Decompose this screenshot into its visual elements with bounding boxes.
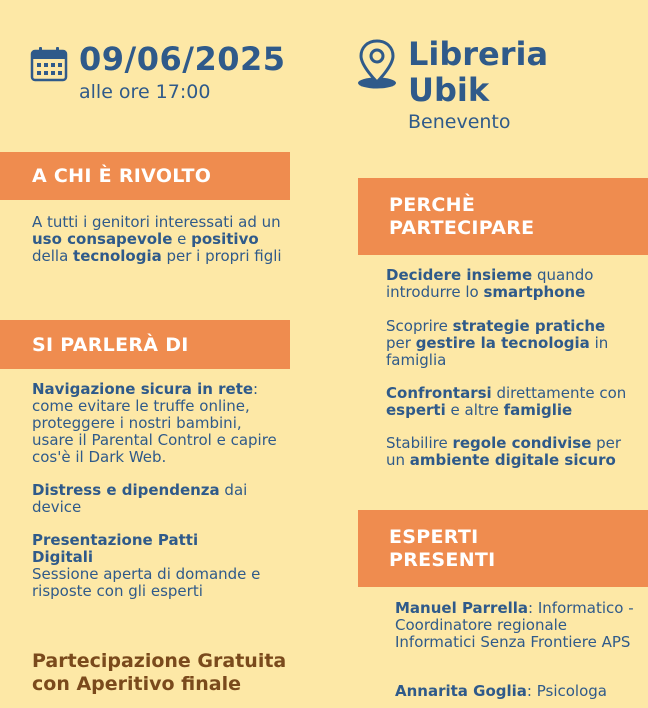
why-item xyxy=(386,267,632,301)
topic-item-desc: dai device xyxy=(32,481,248,516)
expert-role: : Psicologa xyxy=(526,682,607,700)
free-participation-line-2: con Aperitivo finale xyxy=(32,673,242,695)
why-text: per xyxy=(386,334,416,352)
audience-text-part: della xyxy=(32,247,74,265)
free-participation-note xyxy=(32,650,286,696)
why-bold: ambiente digitale sicuro xyxy=(409,451,616,469)
audience-title: A CHI È RIVOLTO xyxy=(32,165,212,187)
why-bold: famiglie xyxy=(503,401,573,419)
why-bold: smartphone xyxy=(483,283,586,301)
why-item xyxy=(386,318,632,369)
venue-name xyxy=(408,36,548,108)
why-bold: regole condivise xyxy=(452,434,592,452)
venue-line-2: Ubik xyxy=(408,71,490,109)
location-pin-icon xyxy=(356,38,398,90)
topics-title: SI PARLERÀ DI xyxy=(32,333,189,356)
why-item xyxy=(386,435,632,469)
why-text: e altre xyxy=(445,401,504,419)
event-date: 09/06/2025 xyxy=(79,40,286,78)
topic-item xyxy=(32,381,282,466)
why-title-line-1: PERCHÈ xyxy=(389,193,476,216)
audience-text-bold: uso consapevole xyxy=(32,230,173,248)
why-bold: strategie pratiche xyxy=(452,317,606,335)
expert-role: : Informatico - Coordinatore regionale Informatici Senza Frontiere APS xyxy=(395,599,634,651)
expert-name: Manuel Parrella xyxy=(395,599,529,617)
why-text: direttamente con xyxy=(491,384,627,402)
topic-item-desc: : come evitare le truffe online, proteggere i nostri bambini, usare il Parental Control e capire cos'è il Dark Web. xyxy=(32,380,277,466)
calendar-icon xyxy=(30,46,68,82)
why-text: Stabilire xyxy=(386,434,453,452)
why-text: in famiglia xyxy=(386,334,609,369)
audience-text-part: per i propri figli xyxy=(161,247,282,265)
venue-line-1: Libreria xyxy=(408,35,549,73)
topic-item xyxy=(32,482,282,516)
experts-title-line-2: PRESENTI xyxy=(389,548,496,571)
audience-text-part: e xyxy=(172,230,192,248)
topic-item-desc: Sessione aperta di domande e risposte con gli esperti xyxy=(32,565,261,600)
why-bold: Decidere insieme xyxy=(386,266,533,284)
why-bold: gestire la tecnologia xyxy=(415,334,590,352)
audience-text xyxy=(32,214,282,265)
audience-text-bold: positivo xyxy=(191,230,259,248)
venue-city: Benevento xyxy=(408,111,511,133)
audience-text-bold: tecnologia xyxy=(73,247,162,265)
why-item xyxy=(386,385,632,419)
experts-banner xyxy=(358,510,648,587)
experts-title-line-1: ESPERTI xyxy=(389,525,479,548)
expert-item xyxy=(395,683,635,700)
audience-text-part: A tutti i genitori interessati ad un xyxy=(32,213,281,231)
free-participation-line-1: Partecipazione Gratuita xyxy=(32,650,287,672)
why-title-line-2: PARTECIPARE xyxy=(389,216,535,239)
why-text: Scoprire xyxy=(386,317,453,335)
topic-item-title: Navigazione sicura in rete xyxy=(32,380,254,398)
why-banner xyxy=(358,178,648,255)
why-bold: Confrontarsi xyxy=(386,384,492,402)
topic-item xyxy=(32,532,268,600)
event-time: alle ore 17:00 xyxy=(79,81,211,103)
expert-name: Annarita Goglia xyxy=(395,682,527,700)
topics-banner xyxy=(0,320,290,369)
topic-item-title: Presentazione Patti Digitali xyxy=(32,531,199,566)
why-text: per un xyxy=(386,434,622,469)
audience-banner xyxy=(0,152,290,200)
why-bold: esperti xyxy=(386,401,446,419)
expert-item xyxy=(395,600,635,651)
topic-item-title: Distress e dipendenza xyxy=(32,481,220,499)
why-text: quando introdurre lo xyxy=(386,266,594,301)
